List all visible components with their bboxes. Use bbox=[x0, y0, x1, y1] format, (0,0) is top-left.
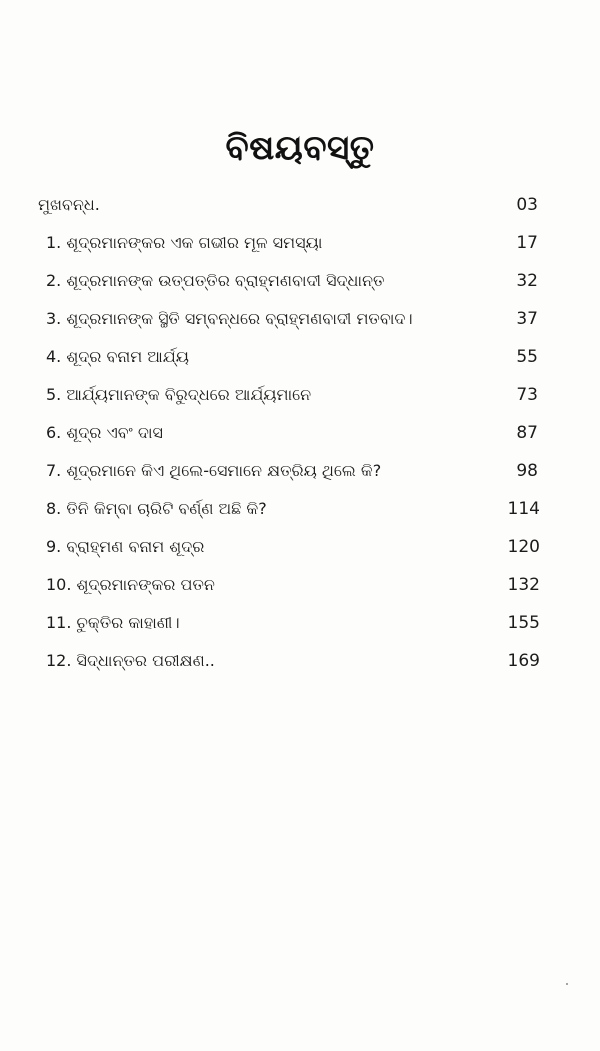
toc-label: 8. ତିନି କିମ୍ବା ଚାରିଟି ବର୍ଣ୍ଣ ଅଛି କି? bbox=[46, 499, 267, 518]
toc-label: 1. ଶୂଦ୍ରମାନଙ୍କର ଏକ ଗଭୀର ମୂଳ ସମସ୍ୟା bbox=[46, 233, 323, 252]
toc-row bbox=[0, 380, 600, 410]
toc-row bbox=[0, 228, 600, 258]
toc-label: 12. ସିଦ୍ଧାନ୍ତର ପରୀକ୍ଷଣ.. bbox=[46, 651, 215, 670]
toc-label: ମୁଖବନ୍ଧ. bbox=[38, 195, 100, 214]
toc-page-number: 55 bbox=[516, 347, 538, 367]
toc-page-number: 155 bbox=[507, 613, 540, 633]
toc-label: 7. ଶୂଦ୍ରମାନେ କିଏ ଥିଲେ-ସେମାନେ କ୍ଷତ୍ରିୟ ଥିଲେ କି? bbox=[46, 461, 382, 480]
toc-page-number: 32 bbox=[516, 271, 538, 291]
toc-row bbox=[0, 646, 600, 676]
toc-label: 4. ଶୂଦ୍ର ବନାମ ଆର୍ଯ୍ୟ bbox=[46, 347, 189, 366]
toc-row bbox=[0, 190, 600, 220]
toc-page-number: 114 bbox=[507, 499, 540, 519]
toc-row bbox=[0, 266, 600, 296]
toc-row bbox=[0, 608, 600, 638]
toc-label: 9. ବ୍ରାହ୍ମଣ ବନାମ ଶୂଦ୍ର bbox=[46, 537, 205, 556]
toc-label: 2. ଶୂଦ୍ରମାନଙ୍କ ଉତ୍ପତ୍ତିର ବ୍ରାହ୍ମଣବାଦୀ ସିଦ୍ଧାନ୍ତ bbox=[46, 271, 385, 290]
toc-page-number: 37 bbox=[516, 309, 538, 329]
page-speck bbox=[566, 983, 568, 985]
toc-page-number: 87 bbox=[516, 423, 538, 443]
toc-row bbox=[0, 342, 600, 372]
toc-row bbox=[0, 456, 600, 486]
toc-page-number: 98 bbox=[516, 461, 538, 481]
toc-label: 3. ଶୂଦ୍ରମାନଙ୍କ ସ୍ଥିତି ସମ୍ବନ୍ଧରେ ବ୍ରାହ୍ମଣବାଦୀ ମତବାଦ। bbox=[46, 309, 413, 328]
toc-page-number: 120 bbox=[507, 537, 540, 557]
toc-page-number: 17 bbox=[516, 233, 538, 253]
toc-label: 10. ଶୂଦ୍ରମାନଙ୍କର ପତନ bbox=[46, 575, 215, 594]
toc-row bbox=[0, 532, 600, 562]
toc-page-number: 03 bbox=[516, 195, 538, 215]
toc-page-number: 132 bbox=[507, 575, 540, 595]
toc-row bbox=[0, 570, 600, 600]
toc-row bbox=[0, 418, 600, 448]
toc-page-number: 169 bbox=[507, 651, 540, 671]
toc-label: 11. ଚୁକ୍ତିର କାହାଣୀ। bbox=[46, 613, 180, 632]
toc-row bbox=[0, 494, 600, 524]
toc-page-number: 73 bbox=[516, 385, 538, 405]
toc-label: 6. ଶୂଦ୍ର ଏବଂ ଦାସ bbox=[46, 423, 163, 442]
toc-label: 5. ଆର୍ଯ୍ୟମାନଙ୍କ ବିରୁଦ୍ଧରେ ଆର୍ଯ୍ୟମାନେ bbox=[46, 385, 312, 404]
toc-row bbox=[0, 304, 600, 334]
page-title: ବିଷୟବସ୍ତୁ bbox=[225, 128, 375, 168]
